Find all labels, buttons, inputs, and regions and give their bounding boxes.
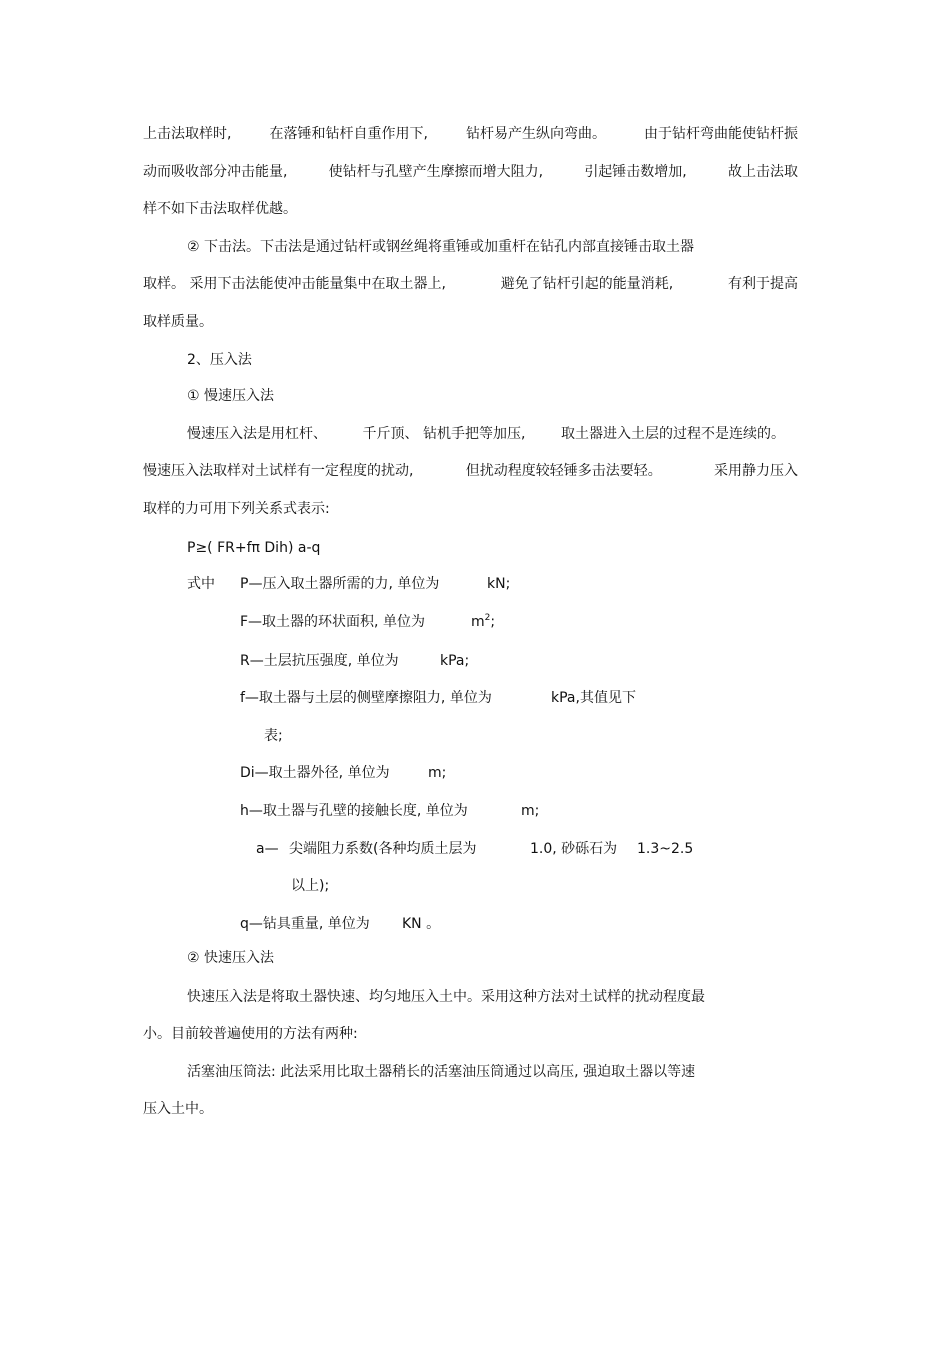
text-segment: 动而吸收部分冲击能量,	[143, 164, 288, 180]
formula-where-label: 式中	[187, 576, 215, 592]
text-line: 样不如下击法取样优越。	[143, 201, 297, 217]
variable-definition: Di—取土器外径, 单位为	[240, 765, 390, 781]
variable-definition: F—取土器的环状面积, 单位为	[240, 614, 425, 630]
text-segment: 慢速压入法取样对土试样有一定程度的扰动,	[143, 463, 414, 479]
text-segment: 引起锤击数增加,	[584, 164, 687, 180]
text-line: 取样的力可用下列关系式表示:	[143, 501, 330, 517]
variable-definition: f—取土器与土层的侧壁摩擦阻力, 单位为	[240, 690, 492, 706]
unit: kN;	[487, 576, 511, 592]
variable-definition: P—压入取土器所需的力, 单位为	[240, 576, 440, 592]
text-line	[143, 274, 798, 294]
unit: kPa,其值见下	[551, 690, 636, 706]
unit: KN 。	[402, 916, 441, 932]
value: 1.3~2.5	[637, 841, 694, 857]
unit: m;	[521, 803, 540, 819]
unit	[471, 612, 495, 632]
unit-punct: ;	[490, 614, 496, 630]
text-segment: 故上击法取	[727, 164, 798, 180]
text-line: 活塞油压筒法: 此法采用比取土器稍长的活塞油压筒通过以高压, 强迫取土器以等速	[187, 1064, 696, 1080]
subsection-heading: ① 慢速压入法	[187, 388, 275, 404]
text-line: 取样质量。	[143, 314, 213, 330]
text-segment: 采用静力压入	[713, 463, 798, 479]
text-segment: 取样。 采用下击法能使冲击能量集中在取土器上,	[143, 276, 446, 292]
unit-exponent: 2	[484, 613, 491, 623]
text-segment: 由于钻杆弯曲能使钻杆振	[644, 126, 798, 142]
text-segment: 千斤顶、 钻机手把等加压,	[362, 426, 526, 442]
text-segment: 使钻杆与孔壁产生摩擦而增大阻力,	[328, 164, 544, 180]
text-line: 小。目前较普遍使用的方法有两种:	[143, 1026, 358, 1042]
text-line: 以上);	[291, 878, 330, 894]
text-line: 快速压入法是将取土器快速、均匀地压入土中。采用这种方法对土试样的扰动程度最	[187, 989, 705, 1005]
formula: P≥( FR+fπ Dih) a-q	[187, 540, 321, 556]
variable-definition: q—钻具重量, 单位为	[240, 916, 370, 932]
text-segment: 但扰动程度较轻锤多击法要轻。	[465, 463, 662, 479]
text-line: 压入土中。	[143, 1101, 213, 1117]
variable-definition: 尖端阻力系数(各种均质土层为	[289, 841, 477, 857]
text-line	[187, 424, 785, 444]
text-segment: 有利于提高	[727, 276, 798, 292]
text-segment: 在落锤和钻杆自重作用下,	[269, 126, 428, 142]
section-heading: 2、压入法	[187, 352, 252, 368]
text-segment: 避免了钻杆引起的能量消耗,	[500, 276, 674, 292]
subsection-heading: ② 快速压入法	[187, 950, 275, 966]
variable-definition: R—土层抗压强度, 单位为	[240, 653, 399, 669]
text-line: 表;	[264, 728, 283, 744]
variable-definition: h—取土器与孔壁的接触长度, 单位为	[240, 803, 468, 819]
unit: m;	[428, 765, 447, 781]
text-segment: 慢速压入法是用杠杆、	[187, 426, 327, 442]
text-line: ② 下击法。下击法是通过钻杆或钢丝绳将重锤或加重杆在钻孔内部直接锤击取土器	[187, 239, 694, 255]
text-segment: 取土器进入土层的过程不是连续的。	[561, 426, 785, 442]
text-segment: 上击法取样时,	[143, 126, 232, 142]
value: 1.0, 砂砾石为	[530, 841, 618, 857]
text-segment: 钻杆易产生纵向弯曲。	[465, 126, 606, 142]
unit: kPa;	[440, 653, 470, 669]
text-line	[143, 124, 798, 144]
text-line	[143, 461, 798, 481]
unit-base: m	[471, 614, 485, 630]
text-line	[143, 162, 798, 182]
variable-symbol: a—	[256, 841, 279, 857]
